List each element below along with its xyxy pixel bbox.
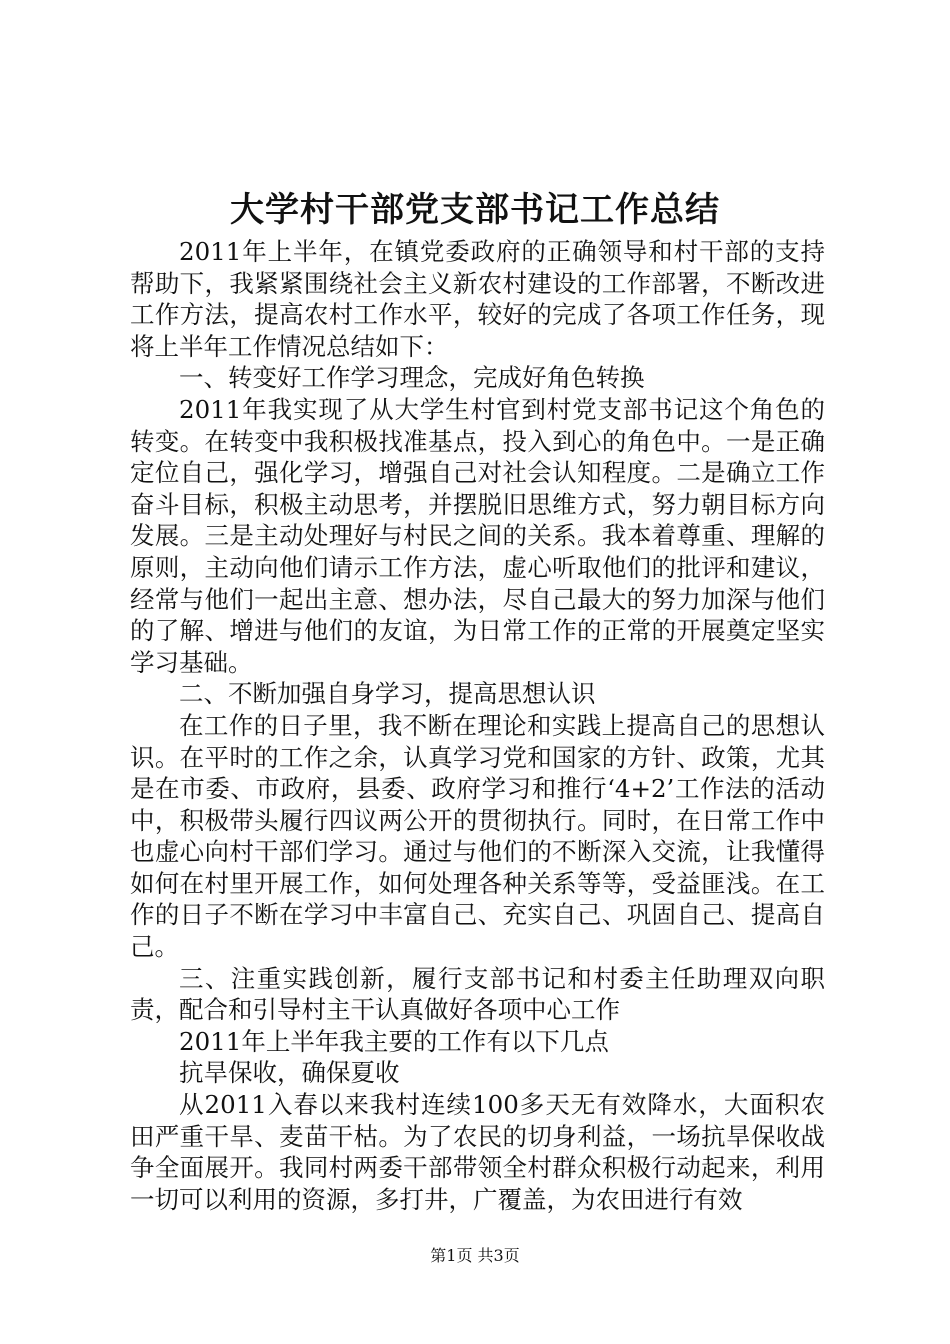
paragraph-intro: 2011年上半年，在镇党委政府的正确领导和村干部的支持帮助下，我紧紧围绕社会主义新农村建设的工作部署，不断改进工作方法，提高农村工作水平，较好的完成了各项工作任务，现将上半年工作情况总结如下： <box>130 237 825 361</box>
paragraph-section-1: 2011年我实现了从大学生村官到村党支部书记这个角色的转变。在转变中我积极找准基点，投入到心的角色中。一是正确定位自己，强化学习，增强自己对社会认知程度。二是确立工作奋斗目标，积极主动思考，并摆脱旧思维方式，努力朝目标方向发展。三是主动处理好与村民之间的关系。我本着尊重、理解的原则，主动向他们请示工作方法，虚心听取他们的批评和建议，经常与他们一起出主意、想办法，尽自己最大的努力加深与他们的了解、增进与他们的友谊，为日常工作的正常的开展奠定坚实学习基础。 <box>130 394 825 677</box>
document-title: 大学村干部党支部书记工作总结 <box>230 190 720 230</box>
document-body <box>130 236 825 1215</box>
paragraph-drought: 从2011入春以来我村连续100多天无有效降水，大面积农田严重干旱、麦苗干枯。为了农民的切身利益，一场抗旱保收战争全面展开。我同村两委干部带领全村群众积极行动起来，利用一切可以利用的资源，多打井，广覆盖，为农田进行有效 <box>130 1090 825 1214</box>
page-number-footer: 第1页 共3页 <box>430 1246 520 1265</box>
paragraph-section-2: 在工作的日子里，我不断在理论和实践上提高自己的思想认识。在平时的工作之余，认真学习党和国家的方针、政策，尤其是在市委、市政府，县委、政府学习和推行‘4+2’工作法的活动中，积极带头履行四议两公开的贯彻执行。同时，在日常工作中也虚心向村干部们学习。通过与他们的不断深入交流，让我懂得如何在村里开展工作，如何处理各种关系等等，受益匪浅。在工作的日子不断在学习中丰富自己、充实自己、巩固自己、提高自己。 <box>130 710 825 962</box>
subheading-drought: 抗旱保收，确保夏收 <box>179 1058 400 1088</box>
section-heading-1: 一、转变好工作学习理念，完成好角色转换 <box>179 363 645 393</box>
paragraph-work-intro: 2011年上半年我主要的工作有以下几点 <box>179 1026 609 1056</box>
section-heading-2: 二、不断加强自身学习，提高思想认识 <box>179 679 596 709</box>
section-heading-3: 三、注重实践创新，履行支部书记和村委主任助理双向职责，配合和引导村主干认真做好各项中心工作 <box>130 963 825 1025</box>
